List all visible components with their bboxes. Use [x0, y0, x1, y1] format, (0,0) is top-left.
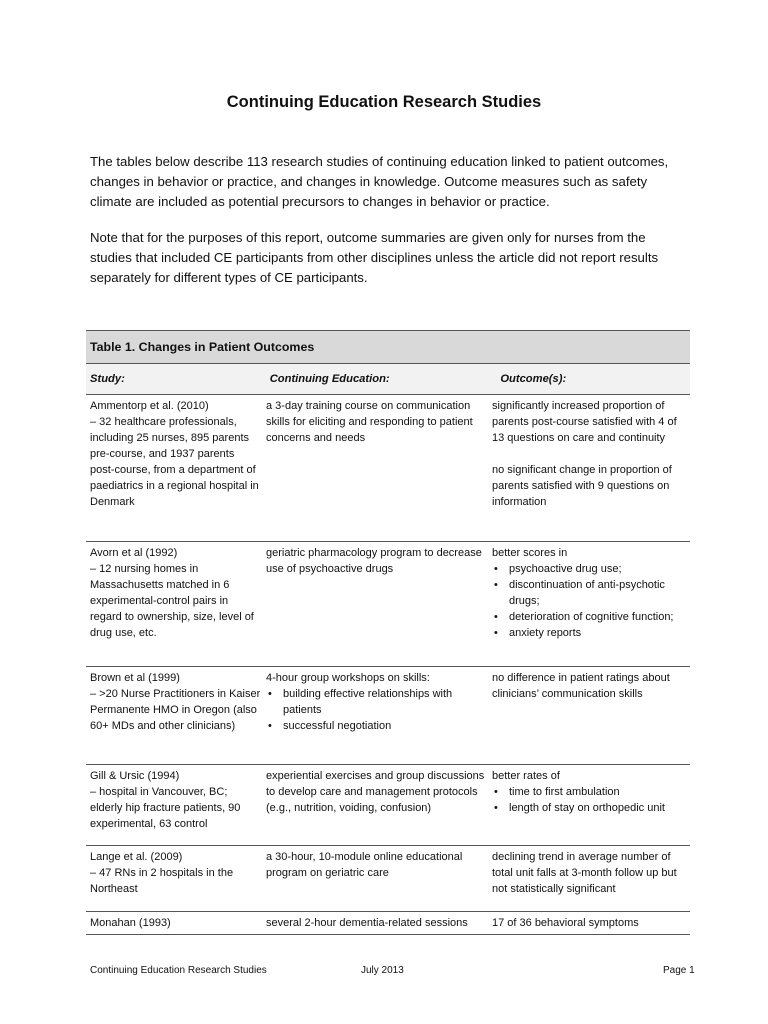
list-item: • anxiety reports [492, 625, 681, 641]
list-item: • building effective relationships with patients [266, 686, 491, 718]
education-cell [261, 667, 491, 764]
outcome-cell [491, 395, 681, 541]
outcome-cell: 17 of 36 behavioral symptoms [492, 917, 639, 929]
study-details: – hospital in Vancouver, BC; elderly hip fracture patients, 90 experimental, 63 control [90, 786, 241, 830]
study-details: – 12 nursing homes in Massachusetts matched in 6 experimental-control pairs in regard to ownership, size, level of drug use, etc. [90, 563, 254, 639]
outcome-cell: no difference in patient ratings about clinicians’ communication skills [492, 672, 670, 700]
header-study: Study: [90, 373, 125, 385]
footer-date: July 2013 [361, 965, 404, 976]
footer-document-title: Continuing Education Research Studies [90, 965, 267, 976]
list-item: • successful negotiation [266, 718, 491, 734]
table-row [86, 846, 690, 912]
study-name: Lange et al. (2009) [90, 851, 183, 863]
education-cell: geriatric pharmacology program to decrease use of psychoactive drugs [266, 547, 482, 575]
study-details: – >20 Nurse Practitioners in Kaiser Permanente HMO in Oregon (also 60+ MDs and other clinicians) [90, 688, 261, 732]
study-cell [86, 667, 261, 764]
outcome-cell [491, 765, 681, 845]
table-row [86, 395, 690, 542]
outcome-cell: declining trend in average number of total unit falls at 3-month follow up but not statistically significant [492, 851, 677, 895]
education-cell: a 3-day training course on communication skills for eliciting and responding to patient concerns and needs [266, 400, 473, 444]
table-patient-outcomes [86, 330, 690, 935]
list-item: • deterioration of cognitive function; [492, 609, 681, 625]
education-intro: 4-hour group workshops on skills: [266, 672, 430, 684]
list-item: • discontinuation of anti-psychotic drugs; [492, 577, 681, 609]
document-title: Continuing Education Research Studies [226, 93, 542, 111]
footer-page-number: Page 1 [663, 965, 695, 976]
intro-paragraph-2: Note that for the purposes of this report, outcome summaries are given only for nurses from the studies that included CE participants from other disciplines unless the article did not report results separately for different types of CE participants. [90, 230, 659, 285]
list-item: • length of stay on orthopedic unit [492, 800, 681, 816]
outcome-intro: better rates of [492, 770, 560, 782]
outcome-intro: better scores in [492, 547, 568, 559]
study-cell [86, 542, 261, 666]
education-cell: experiential exercises and group discussions to develop care and management protocols (e.g., nutrition, voiding, confusion) [266, 770, 485, 814]
study-cell [86, 846, 261, 911]
intro-paragraph-1: The tables below describe 113 research studies of continuing education linked to patient outcomes, changes in behavior or practice, and changes in knowledge. Outcome measures such as safety climate are included as potential precursors to changes in behavior or practice. [90, 154, 669, 209]
education-cell: several 2-hour dementia-related sessions [266, 917, 468, 929]
study-name: Avorn et al (1992) [90, 547, 178, 559]
study-details: – 47 RNs in 2 hospitals in the Northeast [90, 867, 234, 895]
header-outcomes: Outcome(s): [500, 373, 567, 385]
table-header-row [86, 364, 690, 395]
header-continuing-education: Continuing Education: [269, 373, 390, 385]
table-row [86, 765, 690, 846]
study-cell [86, 395, 261, 541]
table-title: Table 1. Changes in Patient Outcomes [86, 330, 690, 364]
list-item: • time to first ambulation [492, 784, 681, 800]
table-row [86, 667, 690, 765]
outcome-text: significantly increased proportion of parents post-course satisfied with 4 of 13 questions on care and continuity [492, 400, 677, 444]
education-cell: a 30-hour, 10-module online educational program on geriatric care [266, 851, 463, 879]
list-item: • psychoactive drug use; [492, 561, 681, 577]
outcome-cell [491, 542, 681, 666]
study-cell: Monahan (1993) [90, 917, 171, 929]
outcome-text: no significant change in proportion of parents satisfied with 9 questions on information [492, 464, 672, 508]
study-name: Ammentorp et al. (2010) [90, 400, 209, 412]
table-row [86, 912, 690, 935]
outcome-bullet-list [492, 561, 681, 641]
study-details: – 32 healthcare professionals, including 25 nurses, 895 parents pre-course, and 1937 parents post-course, from a department of paediatrics in a regional hospital in Denmark [90, 416, 259, 508]
study-cell [86, 765, 261, 845]
education-bullet-list [266, 686, 491, 734]
table-row [86, 542, 690, 667]
study-name: Gill & Ursic (1994) [90, 770, 180, 782]
outcome-bullet-list [492, 784, 681, 816]
study-name: Brown et al (1999) [90, 672, 180, 684]
